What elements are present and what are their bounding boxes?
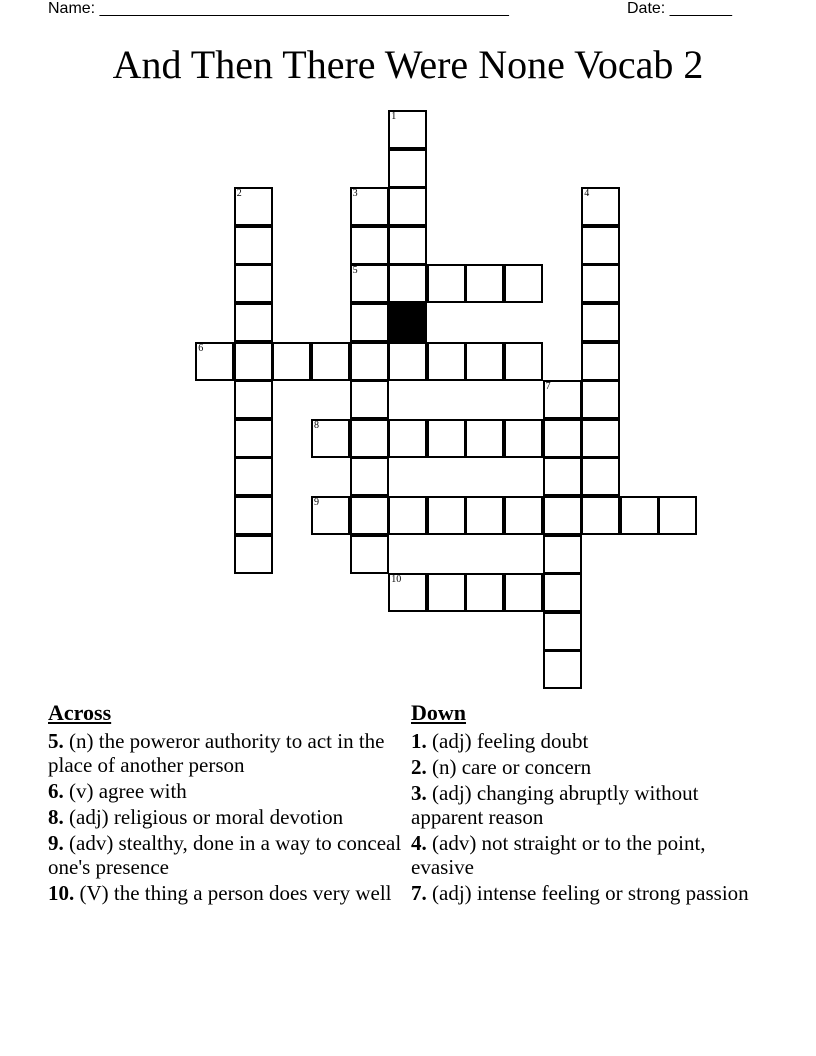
clue-text: (V) the thing a person does very well	[74, 881, 392, 905]
clue-text: (n) care or concern	[426, 755, 592, 779]
clue-across-9	[48, 831, 408, 879]
grid-cell[interactable]	[543, 535, 582, 574]
date-field-label[interactable]: Date: _______	[627, 0, 732, 17]
grid-cell[interactable]	[427, 419, 466, 458]
clue-number-label: 9	[314, 497, 319, 508]
clue-number-label: 8	[314, 419, 319, 431]
grid-cell[interactable]	[543, 496, 582, 535]
clue-number: 8.	[48, 805, 64, 829]
grid-cell[interactable]	[388, 226, 427, 265]
grid-cell[interactable]	[543, 380, 582, 419]
grid-cell[interactable]	[388, 187, 427, 226]
down-heading: Down	[411, 700, 467, 725]
grid-cell[interactable]	[350, 187, 389, 226]
grid-cell[interactable]	[581, 419, 620, 458]
grid-cell[interactable]	[350, 303, 389, 342]
grid-cell[interactable]	[234, 226, 273, 265]
page-title: And Then There Were None Vocab 2	[112, 42, 704, 87]
clue-number-label: 3	[352, 188, 358, 200]
clue-text: (v) agree with	[63, 779, 187, 803]
grid-cell[interactable]	[543, 612, 582, 651]
grid-cell[interactable]	[234, 419, 273, 458]
grid-cell[interactable]	[388, 110, 427, 149]
clue-number: 2.	[411, 755, 427, 779]
grid-cell[interactable]	[581, 342, 620, 381]
grid-cell[interactable]	[581, 380, 620, 419]
clue-number: 3.	[411, 781, 427, 805]
grid-cell[interactable]	[543, 650, 582, 689]
across-heading: Across	[48, 700, 112, 725]
clue-number: 9.	[48, 831, 64, 855]
clue-across-10	[48, 881, 408, 905]
grid-cell[interactable]	[465, 342, 504, 381]
grid-cell[interactable]	[504, 496, 543, 535]
grid-cell[interactable]	[465, 496, 504, 535]
grid-cell[interactable]	[234, 342, 273, 381]
grid-cell[interactable]	[620, 496, 659, 535]
grid-cell[interactable]	[504, 264, 543, 303]
grid-cell[interactable]	[465, 573, 504, 612]
grid-cell[interactable]	[504, 419, 543, 458]
clue-number: 5.	[48, 729, 64, 753]
grid-cell[interactable]	[427, 573, 466, 612]
name-field-label[interactable]: Name: ______________________________________________	[48, 0, 509, 17]
grid-cell[interactable]	[234, 187, 273, 226]
grid-cell[interactable]	[581, 303, 620, 342]
grid-cell[interactable]	[350, 457, 389, 496]
clue-number-label: 4	[584, 188, 590, 200]
grid-cell[interactable]	[350, 380, 389, 419]
clue-text: (n) the poweror authority to act in the place of another person	[48, 729, 385, 777]
grid-cell[interactable]	[234, 380, 273, 419]
grid-cell[interactable]	[311, 419, 350, 458]
grid-cell[interactable]	[465, 419, 504, 458]
clue-number-label: 2	[236, 188, 242, 200]
grid-cell[interactable]	[581, 457, 620, 496]
clue-across-5	[48, 729, 408, 777]
clue-down-1	[411, 729, 771, 753]
grid-cell[interactable]	[234, 535, 273, 574]
grid-cell[interactable]	[234, 303, 273, 342]
grid-cell[interactable]	[388, 342, 427, 381]
clue-number: 1.	[411, 729, 427, 753]
grid-cell[interactable]	[350, 419, 389, 458]
grid-cell[interactable]	[234, 264, 273, 303]
clue-text: (adj) feeling doubt	[426, 729, 589, 753]
grid-cell[interactable]	[350, 535, 389, 574]
grid-cell[interactable]	[388, 149, 427, 188]
grid-cell[interactable]	[195, 342, 234, 381]
grid-cell[interactable]	[543, 457, 582, 496]
clue-number-label: 5	[352, 265, 358, 277]
grid-cell[interactable]	[388, 264, 427, 303]
grid-cell[interactable]	[272, 342, 311, 381]
grid-cell[interactable]	[504, 342, 543, 381]
grid-cell[interactable]	[350, 342, 389, 381]
grid-cell[interactable]	[543, 573, 582, 612]
clue-down-4	[411, 831, 771, 879]
grid-cell[interactable]	[427, 264, 466, 303]
clue-text: (adv) not straight or to the point, evasive	[411, 831, 706, 879]
clue-number: 4.	[411, 831, 427, 855]
blocked-cell	[388, 303, 427, 342]
grid-cell[interactable]	[234, 457, 273, 496]
grid-cell[interactable]	[388, 573, 427, 612]
grid-cell[interactable]	[658, 496, 697, 535]
clue-number: 10.	[48, 881, 75, 905]
grid-cell[interactable]	[350, 226, 389, 265]
clue-across-6	[48, 779, 408, 803]
across-clues	[48, 700, 408, 907]
clue-number-label: 6	[198, 342, 204, 354]
grid-cell[interactable]	[581, 264, 620, 303]
grid-cell[interactable]	[581, 187, 620, 226]
clue-down-3	[411, 781, 771, 829]
clue-down-7	[411, 881, 771, 905]
grid-cell[interactable]	[465, 264, 504, 303]
grid-cell[interactable]	[388, 419, 427, 458]
grid-cell[interactable]	[350, 264, 389, 303]
clue-across-8	[48, 805, 408, 829]
down-clues	[411, 700, 771, 907]
grid-cell[interactable]	[543, 419, 582, 458]
clue-number: 6.	[48, 779, 64, 803]
grid-cell[interactable]	[427, 496, 466, 535]
grid-cell[interactable]	[234, 496, 273, 535]
clue-number-label: 1	[391, 111, 397, 122]
clue-text: (adj) religious or moral devotion	[63, 805, 344, 829]
grid-cell[interactable]	[427, 342, 466, 381]
grid-cell[interactable]	[350, 496, 389, 535]
clue-text: (adv) stealthy, done in a way to conceal one's presence	[48, 831, 402, 879]
grid-cell[interactable]	[311, 342, 350, 381]
grid-cell[interactable]	[581, 496, 620, 535]
grid-cell[interactable]	[504, 573, 543, 612]
grid-cell[interactable]	[581, 226, 620, 265]
grid-cell[interactable]	[311, 496, 350, 535]
clue-number-label: 7	[545, 381, 551, 393]
grid-cell[interactable]	[388, 496, 427, 535]
clue-number: 7.	[411, 881, 427, 905]
clue-down-2	[411, 755, 771, 779]
clue-text: (adj) changing abruptly without apparent reason	[411, 781, 699, 829]
clue-number-label: 10	[391, 574, 402, 586]
clue-text: (adj) intense feeling or strong passion	[426, 881, 749, 905]
